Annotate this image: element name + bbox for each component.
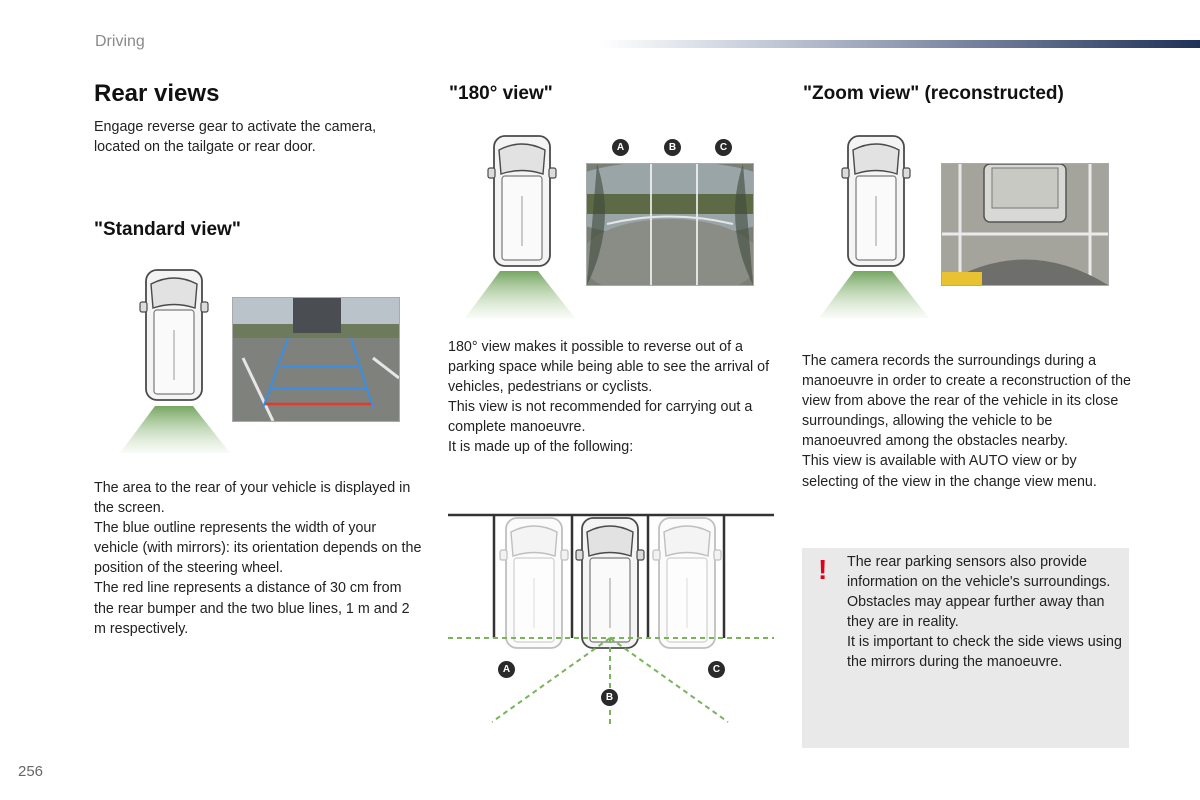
view-180-paragraph: It is made up of the following: <box>448 439 634 456</box>
label-b-badge: B <box>664 139 681 156</box>
view-180-heading: "180° view" <box>449 83 553 104</box>
view-180-paragraph: This view is not recommended for carrying out a complete manoeuvre. <box>448 399 753 436</box>
zoom-camera-image <box>941 163 1109 286</box>
page-number: 256 <box>18 763 44 780</box>
standard-camera-image <box>232 297 400 422</box>
zoom-paragraph: This view is available with AUTO view or by selecting of the view in the change view menu. <box>802 453 1097 490</box>
view-180-description <box>448 337 770 458</box>
standard-view-description <box>94 478 424 639</box>
view-180-paragraph: 180° view makes it possible to reverse out of a parking space while being able to see the arrival of vehicles, pedestrians or cyclists. <box>448 339 770 396</box>
zoom-view-heading: "Zoom view" (reconstructed) <box>803 83 1064 104</box>
section-label: Driving <box>95 33 145 50</box>
intro-text: Engage reverse gear to activate the camera, located on the tailgate or rear door. <box>94 119 377 156</box>
warning-notice <box>802 548 1129 748</box>
view-180-van-illustration <box>465 134 575 324</box>
standard-camera-scene <box>233 298 399 421</box>
page-title: Rear views <box>94 80 220 107</box>
label-c-badge: C <box>715 139 732 156</box>
label-a-badge: A <box>612 139 629 156</box>
diagram-label-b-badge: B <box>601 689 618 706</box>
zoom-van-illustration <box>819 134 929 324</box>
standard-van-illustration <box>120 268 230 458</box>
header-bar <box>600 40 1200 48</box>
zoom-paragraph: The camera records the surroundings during a manoeuvre in order to create a reconstruction of the view from above the rear of the vehicle in its close surroundings, allowing the vehicle to be manoeuvred among the obstacles nearby. <box>802 353 1132 450</box>
notice-paragraph: The rear parking sensors also provide information on the vehicle's surroundings. <box>847 554 1111 591</box>
standard-paragraph: The area to the rear of your vehicle is displayed in the screen. <box>94 480 411 517</box>
standard-paragraph: The red line represents a distance of 30 cm from the rear bumper and the two blue lines, 1 m and 2 m respectively. <box>94 580 410 637</box>
diagram-label-c-badge: C <box>708 661 725 678</box>
zoom-camera-scene <box>942 164 1108 285</box>
notice-paragraph: It is important to check the side views using the mirrors during the manoeuvre. <box>847 634 1122 671</box>
zoom-view-description <box>802 351 1132 492</box>
view-180-camera-scene <box>587 164 753 285</box>
notice-paragraph: Obstacles may appear further away than they are in reality. <box>847 594 1105 631</box>
standard-paragraph: The blue outline represents the width of your vehicle (with mirrors): its orientation depends on the position of the steering wheel. <box>94 520 422 577</box>
view-180-camera-image <box>586 163 754 286</box>
standard-view-heading: "Standard view" <box>94 219 241 240</box>
notice-text <box>847 552 1125 673</box>
warning-icon: ! <box>818 554 828 585</box>
diagram-label-a-badge: A <box>498 661 515 678</box>
